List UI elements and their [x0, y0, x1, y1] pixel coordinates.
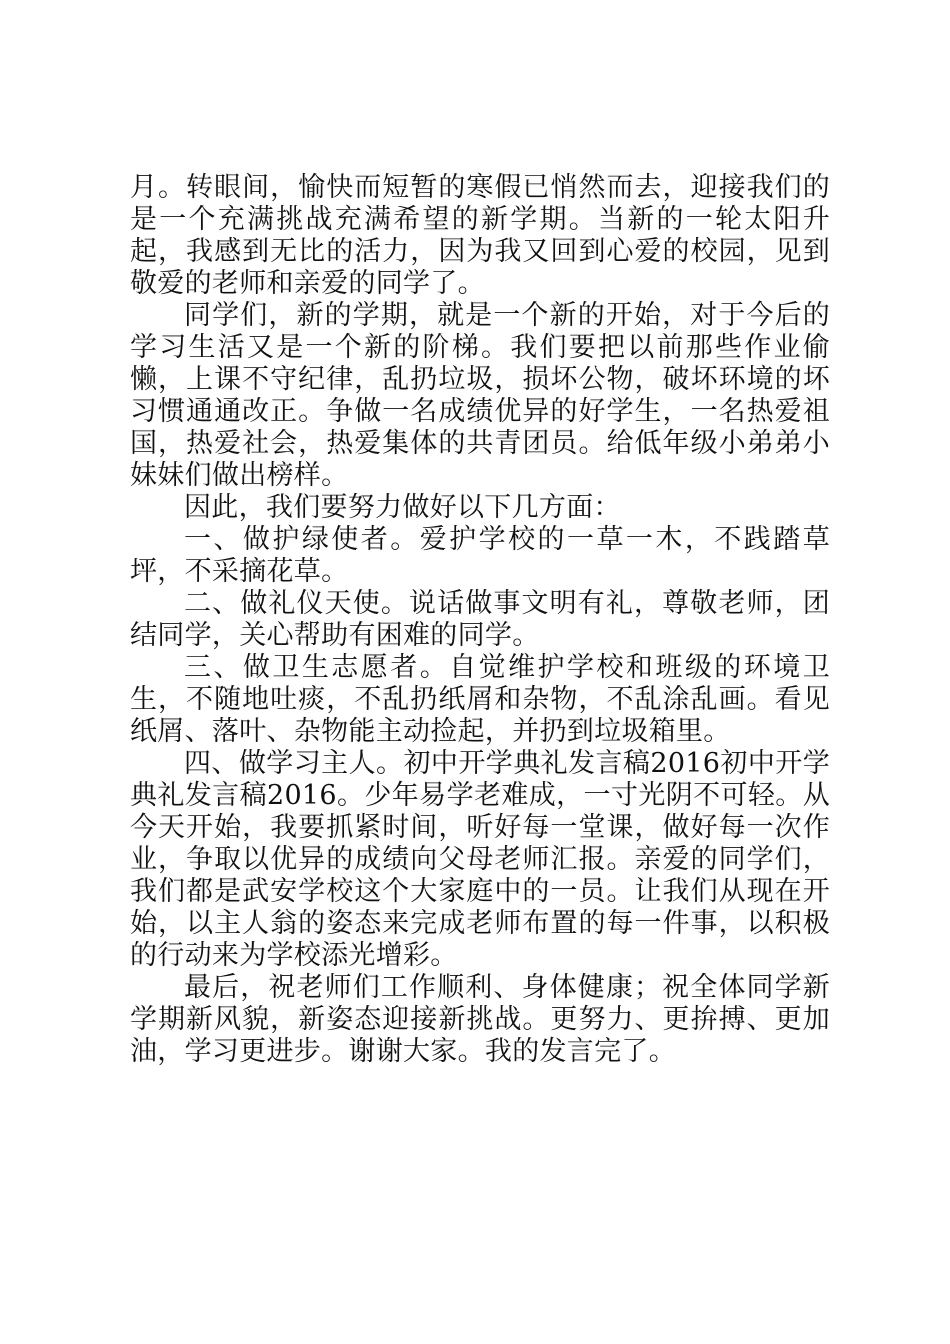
paragraph-intro-list: 因此，我们要努力做好以下几方面： — [184, 492, 621, 523]
paragraph-item-hygiene: 三、做卫生志愿者。自觉维护学校和班级的环境卫生，不随地吐痰，不乱扔纸屑和杂物，不乱涂乱画。看见纸屑、落叶、杂物能主动捡起，并扔到垃圾箱里。 — [130, 652, 830, 747]
paragraph-closing: 最后，祝老师们工作顺利、身体健康；祝全体同学新学期新风貌，新姿态迎接新挑战。更努力、更拚搏、更加油，学习更进步。谢谢大家。我的发言完了。 — [130, 972, 830, 1067]
paragraph-item-etiquette: 二、做礼仪天使。说话做事文明有礼，尊敬老师，团结同学，关心帮助有困难的同学。 — [130, 588, 830, 651]
paragraph-item-green-guardian: 一、做护绿使者。爱护学校的一草一木，不践踏草坪，不采摘花草。 — [130, 524, 830, 587]
paragraph-item-study: 四、做学习主人。初中开学典礼发言稿2016初中开学典礼发言稿2016。少年易学老难成，一寸光阴不可轻。从今天开始，我要抓紧时间，听好每一堂课，做好每一次作业，争取以优异的成绩向父母老师汇报。亲爱的同学们，我们都是武安学校这个大家庭中的一员。让我们从现在开始，以主人翁的姿态来完成老师布置的每一件事，以积极的行动来为学校添光增彩。 — [130, 748, 830, 971]
paragraph-new-semester: 同学们，新的学期，就是一个新的开始，对于今后的学习生活又是一个新的阶梯。我们要把以前那些作业偷懒，上课不守纪律，乱扔垃圾，损坏公物，破坏环境的坏习惯通通改正。争做一名成绩优异的好学生，一名热爱祖国，热爱社会，热爱集体的共青团员。给低年级小弟弟小妹妹们做出榜样。 — [130, 300, 830, 491]
paragraph-continuation: 月。转眼间，愉快而短暂的寒假已悄然而去，迎接我们的是一个充满挑战充满希望的新学期。当新的一轮太阳升起，我感到无比的活力，因为我又回到心爱的校园，见到敬爱的老师和亲爱的同学了。 — [130, 172, 830, 299]
document-body — [130, 172, 830, 1068]
